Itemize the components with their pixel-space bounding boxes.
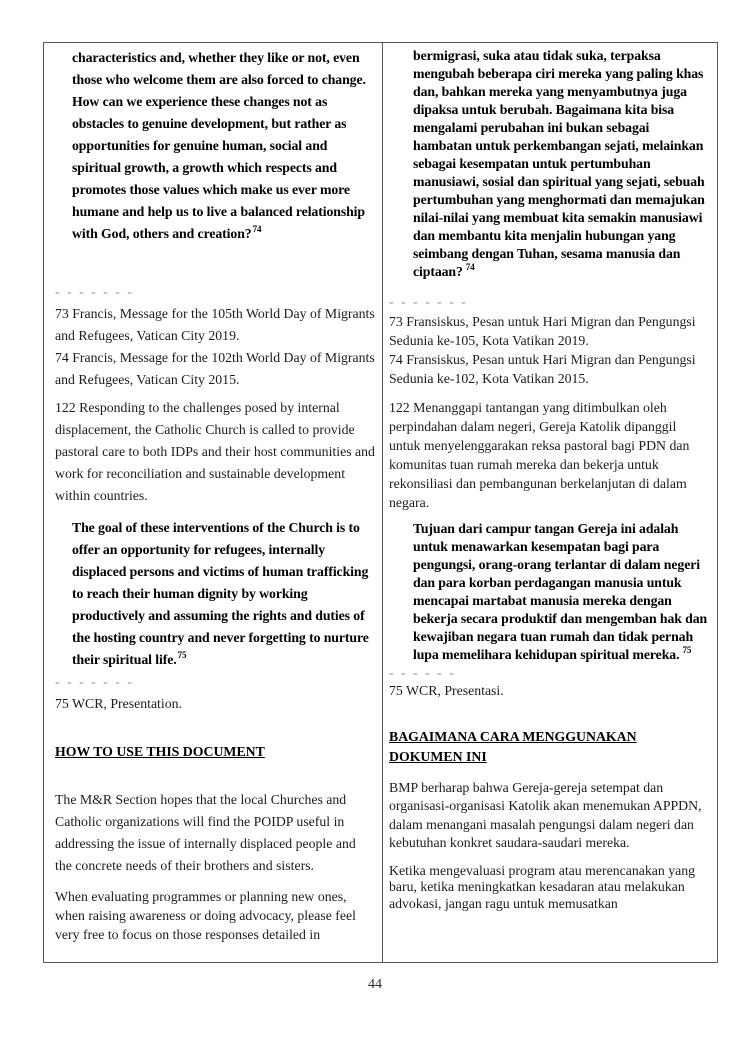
quote-paragraph-goal-en [72,517,376,671]
footnote-line-75-id: 75 WCR, Presentasi. [389,683,504,698]
quote-text: bermigrasi, suka atau tidak suka, terpaksa mengubah beberapa ciri mereka yang paling khas dan, bahkan mereka yang menyambutnya juga dipaksa untuk berubah. Bagaimana kita bisa mengalami perubahan ini bukan sebagai hambatan untuk perkembangan sejati, melainkan sebagai kesempatan untuk pertumbuhan manusiawi, sosial dan spiritual yang sejati, sebuah pertumbuhan yang menghormati dan memajukan nilai-nilai yang membuat kita semakin manusiawi dan membantu kita menjalin hubungan yang seimbang dengan Tuhan, sesama manusia dan ciptaan? [413,48,705,279]
footnote-separator: - - - - - - - [389,294,468,309]
footnote-separator: - - - - - - - [55,284,134,299]
quote-paragraph-goal-id [413,520,708,664]
footnote-reference-75: 75 [682,644,692,655]
bilingual-translation-table [43,42,718,963]
column-english [44,43,383,962]
paragraph-evaluating-en: When evaluating programmes or planning new ones, when raising awareness or doing advocacy, please feel very free to focus on those responses detailed in [55,889,356,942]
paragraph-122-id: 122 Menanggapi tantangan yang ditimbulkan oleh perpindahan dalam negeri, Gereja Katolik dipanggil untuk menyelenggarakan reksa pastoral bagi PDN dan komunitas tuan rumah mereka dan bekerja untuk rekonsiliasi dan pembangunan berkelanjutan di dalam negara. [389,399,690,510]
footnote-line-73-en: 73 Francis, Message for the 105th World Day of Migrants and Refugees, Vatican City 2019. [55,306,375,343]
paragraph-mr-section-en: The M&R Section hopes that the local Churches and Catholic organizations will find the POIDP useful in addressing the issue of internally displaced people and the concrete needs of their brothers and sisters. [55,792,356,873]
section-heading-how-to-use-id: BAGAIMANA CARA MENGGUNAKAN DOKUMEN INI [389,728,637,764]
footnote-reference-74: 74 [252,224,262,235]
section-heading-how-to-use: HOW TO USE THIS DOCUMENT [55,744,265,759]
column-indonesian [383,43,717,962]
footnote-separator: - - - - - - - [55,674,134,689]
footnote-line-73-id: 73 Fransiskus, Pesan untuk Hari Migran dan Pengungsi Sedunia ke-105, Kota Vatikan 2019. [389,313,696,348]
quote-paragraph-characteristics-id [413,47,708,281]
footnote-line-74-en: 74 Francis, Message for the 102th World Day of Migrants and Refugees, Vatican City 2015. [55,350,375,387]
footnote-reference-74: 74 [465,262,475,273]
quote-paragraph-characteristics-en [72,47,376,245]
footnote-line-74-id: 74 Fransiskus, Pesan untuk Hari Migran dan Pengungsi Sedunia ke-102, Kota Vatikan 2015. [389,351,696,386]
footnote-reference-75: 75 [177,650,187,661]
quote-text: Tujuan dari campur tangan Gereja ini adalah untuk menawarkan kesempatan bagi para pengungsi, orang-orang terlantar di dalam negeri dan para korban perdagangan manusia untuk mencapai martabat manusia mereka dengan bekerja secara produktif dan mengemban hak dan kewajiban negara tuan rumah dan tidak pernah lupa memelihara kehidupan spiritual mereka. [413,520,708,662]
footnote-separator: - - - - - - [389,664,456,680]
paragraph-bmp-section-id: BMP berharap bahwa Gereja-gereja setempat dan organisasi-organisasi Katolik akan menemukan APPDN, dalam menangani masalah pengungsi dalam negeri dan kebutuhan konkret saudara-saudari mereka. [389,779,702,850]
footnote-line-75-en: 75 WCR, Presentation. [55,696,182,711]
quote-text: characteristics and, whether they like or not, even those who welcome them are also forced to change. How can we experience these changes not as obstacles to genuine development, but rather as opportunities for genuine human, social and spiritual growth, a growth which respects and promotes those values which make us ever more humane and help us to live a balanced relationship with God, others and creation? [72,50,366,241]
paragraph-122-en: 122 Responding to the challenges posed by internal displacement, the Catholic Church is called to provide pastoral care to both IDPs and their host communities and work for reconciliation and sustainable development within countries. [55,400,375,503]
paragraph-evaluating-id: Ketika mengevaluasi program atau merencanakan yang baru, ketika meningkatkan kesadaran atau melakukan advokasi, jangan ragu untuk memusatkan [389,862,696,911]
quote-text: The goal of these interventions of the Church is to offer an opportunity for refugees, internally displaced persons and victims of human trafficking to reach their human dignity by working productively and assuming the rights and duties of the hosting country and never forgetting to nurture their spiritual life. [72,520,369,667]
page-number: 44 [368,977,382,992]
